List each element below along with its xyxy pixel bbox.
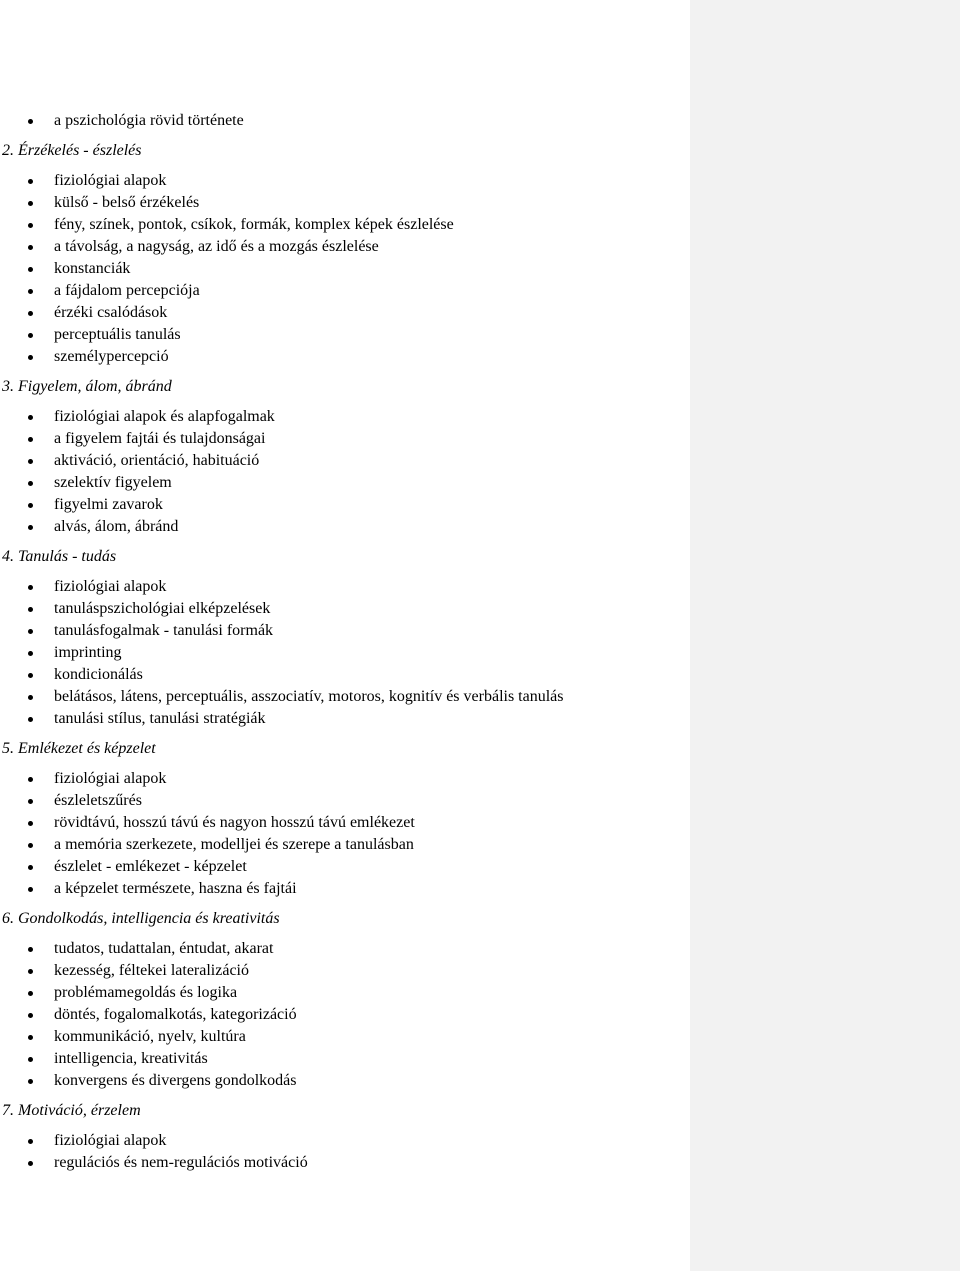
section-heading: 6. Gondolkodás, intelligencia és kreativitás bbox=[2, 910, 280, 927]
list-item-text: külső - belső érzékelés bbox=[54, 194, 200, 211]
bullet-icon bbox=[28, 969, 33, 974]
list-item-text: fény, színek, pontok, csíkok, formák, komplex képek észlelése bbox=[54, 216, 454, 233]
list-item bbox=[0, 428, 690, 450]
list-item bbox=[0, 1048, 690, 1070]
bullet-icon bbox=[28, 119, 33, 124]
list-item-text: konstanciák bbox=[54, 260, 131, 277]
bullet-icon bbox=[28, 799, 33, 804]
bullet-icon bbox=[28, 1139, 33, 1144]
list-item-text: fiziológiai alapok bbox=[54, 770, 167, 787]
bullet-icon bbox=[28, 887, 33, 892]
bullet-icon bbox=[28, 459, 33, 464]
comment-sidebar bbox=[690, 0, 960, 1271]
list-item-text: imprinting bbox=[54, 644, 122, 661]
bullet-icon bbox=[28, 355, 33, 360]
list-item bbox=[0, 790, 690, 812]
bullet-list bbox=[0, 170, 690, 368]
list-item-text: tanulásfogalmak - tanulási formák bbox=[54, 622, 274, 639]
bullet-list bbox=[0, 768, 690, 900]
list-item bbox=[0, 324, 690, 346]
list-item bbox=[0, 258, 690, 280]
list-item-text: belátásos, látens, perceptuális, asszociatív, motoros, kognitív és verbális tanulás bbox=[54, 688, 564, 705]
list-item-text: alvás, álom, ábránd bbox=[54, 518, 179, 535]
bullet-icon bbox=[28, 1079, 33, 1084]
list-item bbox=[0, 1130, 690, 1152]
list-item-text: tanulási stílus, tanulási stratégiák bbox=[54, 710, 266, 727]
list-item-text: a fájdalom percepciója bbox=[54, 282, 200, 299]
bullet-icon bbox=[28, 585, 33, 590]
bullet-icon bbox=[28, 1035, 33, 1040]
list-item bbox=[0, 214, 690, 236]
list-item-text: tudatos, tudattalan, éntudat, akarat bbox=[54, 940, 274, 957]
bullet-icon bbox=[28, 843, 33, 848]
list-item bbox=[0, 302, 690, 324]
list-item-text: érzéki csalódások bbox=[54, 304, 168, 321]
list-item-text: személypercepció bbox=[54, 348, 169, 365]
list-item bbox=[0, 170, 690, 192]
list-item-text: észlelet - emlékezet - képzelet bbox=[54, 858, 247, 875]
list-item-text: a pszichológia rövid története bbox=[54, 112, 244, 129]
section-heading: 7. Motiváció, érzelem bbox=[2, 1102, 141, 1119]
bullet-icon bbox=[28, 481, 33, 486]
bullet-list bbox=[0, 938, 690, 1092]
list-item bbox=[0, 812, 690, 834]
list-item-text: fiziológiai alapok és alapfogalmak bbox=[54, 408, 275, 425]
list-item-text: intelligencia, kreativitás bbox=[54, 1050, 208, 1067]
list-item-text: észleletszűrés bbox=[54, 792, 142, 809]
list-item-text: fiziológiai alapok bbox=[54, 1132, 167, 1149]
list-item bbox=[0, 516, 690, 538]
list-item bbox=[0, 708, 690, 730]
bullet-icon bbox=[28, 289, 33, 294]
bullet-icon bbox=[28, 311, 33, 316]
list-item bbox=[0, 280, 690, 302]
bullet-icon bbox=[28, 947, 33, 952]
list-item-text: problémamegoldás és logika bbox=[54, 984, 238, 1001]
list-item-text: tanuláspszichológiai elképzelések bbox=[54, 600, 271, 617]
section-heading: 3. Figyelem, álom, ábránd bbox=[2, 378, 172, 395]
bullet-icon bbox=[28, 717, 33, 722]
list-item bbox=[0, 1070, 690, 1092]
list-item bbox=[0, 1026, 690, 1048]
bullet-list bbox=[0, 406, 690, 538]
bullet-list bbox=[0, 1130, 690, 1174]
section-heading: 4. Tanulás - tudás bbox=[2, 548, 117, 565]
section bbox=[0, 908, 690, 1092]
section-heading: 2. Érzékelés - észlelés bbox=[2, 142, 142, 159]
bullet-icon bbox=[28, 991, 33, 996]
list-item-text: konvergens és divergens gondolkodás bbox=[54, 1072, 297, 1089]
list-item bbox=[0, 450, 690, 472]
list-item-text: a távolság, a nagyság, az idő és a mozgás észlelése bbox=[54, 238, 379, 255]
list-item-text: kezesség, féltekei lateralizáció bbox=[54, 962, 249, 979]
bullet-icon bbox=[28, 503, 33, 508]
list-item bbox=[0, 236, 690, 258]
list-item bbox=[0, 620, 690, 642]
section bbox=[0, 376, 690, 538]
bullet-icon bbox=[28, 821, 33, 826]
list-item bbox=[0, 834, 690, 856]
document-content bbox=[0, 110, 690, 1182]
list-item bbox=[0, 494, 690, 516]
bullet-icon bbox=[28, 607, 33, 612]
list-item-text: kondicionálás bbox=[54, 666, 143, 683]
bullet-icon bbox=[28, 223, 33, 228]
list-item-text: a figyelem fajtái és tulajdonságai bbox=[54, 430, 266, 447]
bullet-icon bbox=[28, 777, 33, 782]
list-item bbox=[0, 1004, 690, 1026]
list-item-text: kommunikáció, nyelv, kultúra bbox=[54, 1028, 246, 1045]
list-item-text: rövidtávú, hosszú távú és nagyon hosszú távú emlékezet bbox=[54, 814, 415, 831]
list-item-text: fiziológiai alapok bbox=[54, 172, 167, 189]
list-item bbox=[0, 856, 690, 878]
list-item bbox=[0, 664, 690, 686]
bullet-icon bbox=[28, 865, 33, 870]
bullet-icon bbox=[28, 437, 33, 442]
bullet-icon bbox=[28, 179, 33, 184]
list-item bbox=[0, 472, 690, 494]
bullet-list bbox=[0, 576, 690, 730]
bullet-icon bbox=[28, 1161, 33, 1166]
list-item-text: döntés, fogalomalkotás, kategorizáció bbox=[54, 1006, 297, 1023]
section bbox=[0, 140, 690, 368]
list-item bbox=[0, 878, 690, 900]
list-item-text: fiziológiai alapok bbox=[54, 578, 167, 595]
bullet-icon bbox=[28, 267, 33, 272]
bullet-icon bbox=[28, 673, 33, 678]
list-item bbox=[0, 960, 690, 982]
bullet-icon bbox=[28, 629, 33, 634]
list-item-text: a képzelet természete, haszna és fajtái bbox=[54, 880, 297, 897]
section bbox=[0, 1100, 690, 1174]
list-item-text: perceptuális tanulás bbox=[54, 326, 181, 343]
list-item-text: figyelmi zavarok bbox=[54, 496, 163, 513]
bullet-icon bbox=[28, 333, 33, 338]
bullet-icon bbox=[28, 695, 33, 700]
list-item bbox=[0, 982, 690, 1004]
list-item bbox=[0, 642, 690, 664]
bullet-icon bbox=[28, 1057, 33, 1062]
list-item bbox=[0, 768, 690, 790]
bullet-icon bbox=[28, 651, 33, 656]
list-item-text: szelektív figyelem bbox=[54, 474, 172, 491]
section-heading: 5. Emlékezet és képzelet bbox=[2, 740, 156, 757]
list-item bbox=[0, 406, 690, 428]
list-item bbox=[0, 598, 690, 620]
list-item bbox=[0, 192, 690, 214]
bullet-icon bbox=[28, 415, 33, 420]
list-item bbox=[0, 1152, 690, 1174]
list-item bbox=[0, 346, 690, 368]
bullet-icon bbox=[28, 201, 33, 206]
list-item-text: a memória szerkezete, modelljei és szerepe a tanulásban bbox=[54, 836, 414, 853]
list-item bbox=[0, 686, 690, 708]
section bbox=[0, 738, 690, 900]
section bbox=[0, 546, 690, 730]
bullet-icon bbox=[28, 245, 33, 250]
list-item-text: regulációs és nem-regulációs motiváció bbox=[54, 1154, 308, 1171]
intro-list bbox=[0, 110, 690, 132]
bullet-icon bbox=[28, 525, 33, 530]
list-item-text: aktiváció, orientáció, habituáció bbox=[54, 452, 260, 469]
bullet-icon bbox=[28, 1013, 33, 1018]
list-item bbox=[0, 938, 690, 960]
list-item bbox=[0, 110, 690, 132]
list-item bbox=[0, 576, 690, 598]
